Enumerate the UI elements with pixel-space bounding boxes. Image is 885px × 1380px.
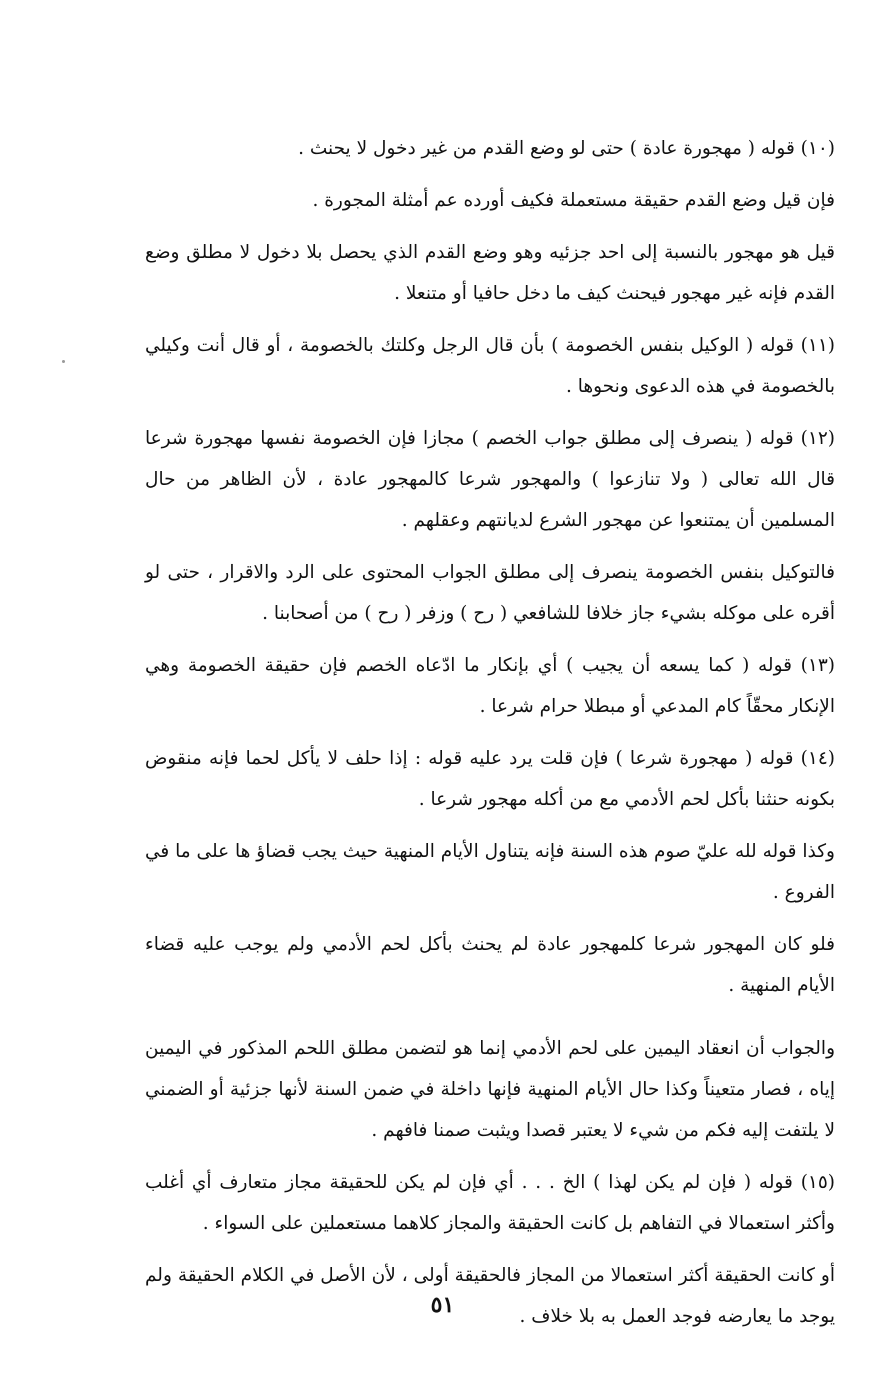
paragraph-note-12: (١٢) قوله ( ينصرف إلى مطلق جواب الخصم ) مجازا فإن الخصومة نفسها مهجورة شرعا قال الله تعالى ( ولا تنازعوا ) والمهجور شرعا كالمهجور عادة ، لأن الظاهر من حال المسلمين أن يمتنعوا عن مهجور الشرع لديانتهم وعقلهم . bbox=[145, 428, 835, 531]
paragraph-answer: والجواب أن انعقاد اليمين على لحم الأدمي إنما هو لتضمن مطلق اللحم المذكور في اليمين إياه ، فصار متعيناً وكذا حال الأيام المنهية فإنها داخلة في ضمن السنة لأنها جزئية أو الضمني لا يلتفت إليه فكم من شيء لا يعتبر قصدا ويثبت صمنا فافهم . bbox=[145, 1038, 835, 1141]
paragraph-tawkil: فالتوكيل بنفس الخصومة ينصرف إلى مطلق الجواب المحتوى على الرد والاقرار ، حتى لو أقره على موكله بشيء جاز خلافا للشافعي ( رح ) وزفر ( رح ) من أصحابنا . bbox=[145, 562, 835, 624]
paragraph-note-15: (١٥) قوله ( فإن لم يكن لهذا ) الخ . . . أي فإن لم يكن للحقيقة مجاز متعارف أي أغلب وأكثر استعمالا في التفاهم بل كانت الحقيقة والمجاز كلاهما مستعملين على السواء . bbox=[145, 1172, 836, 1234]
paragraph-note-14: (١٤) قوله ( مهجورة شرعا ) فإن قلت يرد عليه قوله : إذا حلف لا يأكل لحما فإنه منقوض بكونه حنثنا بأكل لحم الأدمي مع من أكله مهجور شرعا . bbox=[145, 748, 835, 810]
page-number: ٥١ bbox=[430, 1292, 455, 1318]
paragraph-note-10: (١٠) قوله ( مهجورة عادة ) حتى لو وضع القدم من غير دخول لا يحنث . bbox=[298, 138, 835, 159]
scan-speck bbox=[62, 360, 65, 363]
paragraph-fasting-year: وكذا قوله لله عليّ صوم هذه السنة فإنه يتناول الأيام المنهية حيث يجب قضاؤ ها على ما في الفروع . bbox=[144, 841, 835, 903]
paragraph-note-13: (١٣) قوله ( كما يسعه أن يجيب ) أي بإنكار ما ادّعاه الخصم فإن حقيقة الخصومة وهي الإنكار محقّاً كام المدعي أو مبطلا حرام شرعا . bbox=[145, 655, 835, 717]
paragraph-objection: فإن قيل وضع القدم حقيقة مستعملة فكيف أورده عم أمثلة المجورة . bbox=[312, 190, 835, 211]
page-body bbox=[145, 128, 835, 1337]
paragraph-note-11: (١١) قوله ( الوكيل بنفس الخصومة ) بأن قال الرجل وكلتك بالخصومة ، أو قال أنت وكيلي بالخصومة في هذه الدعوى ونحوها . bbox=[145, 335, 835, 397]
paragraph-reply: قيل هو مهجور بالنسبة إلى احد جزئيه وهو وضع القدم الذي يحصل بلا دخول لا مطلق وضع القدم فإنه غير مهجور فيحنث كيف ما دخل حافيا أو متنعلا . bbox=[145, 242, 835, 304]
paragraph-hypothetical: فلو كان المهجور شرعا كلمهجور عادة لم يحنث بأكل لحم الأدمي ولم يوجب عليه قضاء الأيام المنهية . bbox=[145, 934, 835, 996]
paragraph-conclusion: أو كانت الحقيقة أكثر استعمالا من المجاز فالحقيقة أولى ، لأن الأصل في الكلام الحقيقة ولم يوجد ما يعارضه فوجد العمل به بلا خلاف . bbox=[145, 1265, 835, 1327]
